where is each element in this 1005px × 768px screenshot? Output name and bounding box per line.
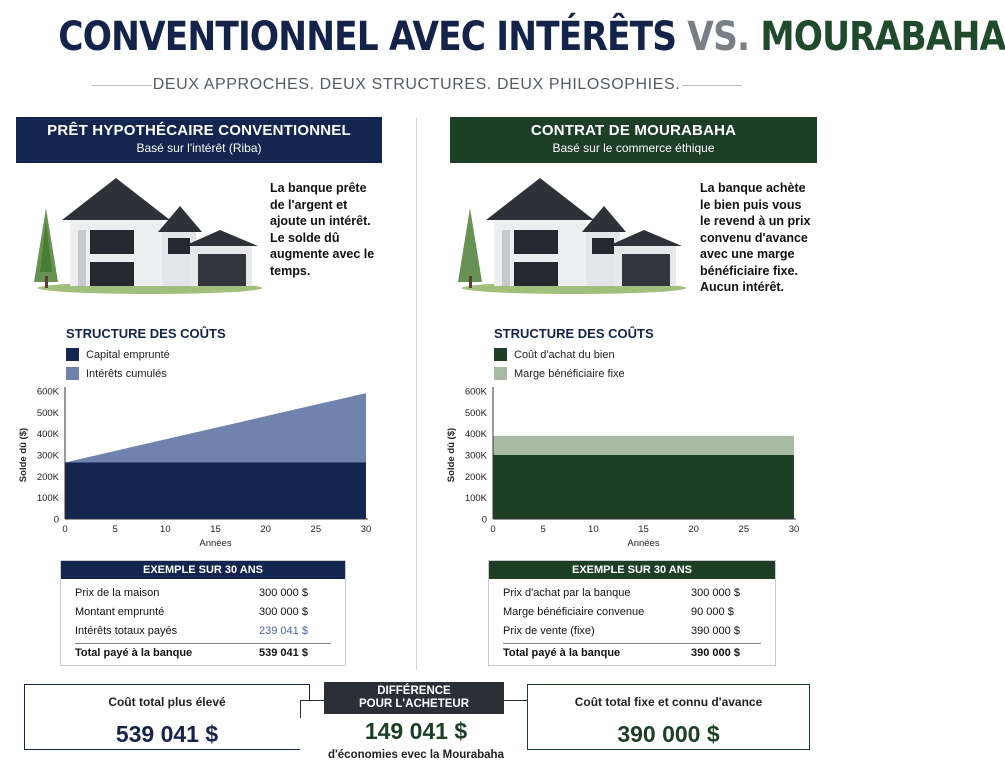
right-legend-item-1 <box>494 348 615 361</box>
area-series-1 <box>65 462 366 519</box>
x-tick-label: 30 <box>788 524 800 535</box>
area-series-2 <box>65 393 366 462</box>
y-tick-label: 600K <box>464 386 487 398</box>
left-description: La banque prête de l'argent et ajoute un intérêt. Le solde dû augmente avec le temps. <box>270 181 375 278</box>
table-row <box>61 603 345 622</box>
row-label: Intérêts totaux payés <box>75 625 178 637</box>
left-total-caption: Coût total plus élevé <box>108 695 226 709</box>
x-tick-label: 25 <box>310 524 322 535</box>
legend-label: Intérêts cumulés <box>86 367 167 380</box>
table-row <box>489 622 775 641</box>
total-value: 539 041 $ <box>259 647 308 659</box>
x-tick-label: 10 <box>160 524 171 535</box>
column-divider <box>416 118 417 670</box>
y-tick-label: 400K <box>464 429 487 441</box>
legend-swatch <box>494 367 507 380</box>
table-row <box>61 584 345 603</box>
difference-heading-line2: POUR L'ACHETEUR <box>358 698 470 710</box>
row-value: 300 000 $ <box>259 587 308 599</box>
row-label: Prix de vente (fixe) <box>503 625 595 637</box>
table-row <box>489 584 775 603</box>
legend-label: Marge bénéficiaire fixe <box>514 367 625 380</box>
table-total-row <box>61 644 345 663</box>
x-tick-label: 15 <box>210 524 221 535</box>
right-description: La banque achète le bien puis vous le revend à un prix convenu d'avance avec une marge bénéficiaire fixe. Aucun intérêt. <box>700 181 811 294</box>
right-cost-chart <box>442 382 812 552</box>
y-tick-label: 300K <box>36 450 59 462</box>
page-subtitle: DEUX APPROCHES. DEUX STRUCTURES. DEUX PHILOSOPHIES. <box>152 76 681 93</box>
x-tick-label: 30 <box>360 524 372 535</box>
x-tick-label: 25 <box>738 524 750 535</box>
legend-swatch <box>494 348 507 361</box>
y-tick-label: 200K <box>36 471 59 483</box>
y-axis-label: Solde dû ($) <box>18 427 29 483</box>
total-value: 390 000 $ <box>691 647 740 659</box>
x-tick-label: 10 <box>588 524 599 535</box>
y-tick-label: 100K <box>36 493 59 505</box>
y-tick-label: 400K <box>36 429 59 441</box>
row-label: Marge bénéficiaire convenue <box>503 606 645 618</box>
difference-amount: 149 041 $ <box>364 718 468 744</box>
house-icon <box>458 178 686 294</box>
x-tick-label: 0 <box>62 524 68 535</box>
difference-body <box>300 718 532 761</box>
table-row <box>489 603 775 622</box>
row-value: 300 000 $ <box>691 587 740 599</box>
row-value: 300 000 $ <box>259 606 308 618</box>
y-tick-label: 600K <box>36 386 59 398</box>
difference-panel <box>324 682 504 714</box>
house-icon <box>34 178 262 294</box>
difference-heading-line1: DIFFÉRENCE <box>377 685 451 697</box>
row-value: 90 000 $ <box>691 606 734 618</box>
x-tick-label: 20 <box>688 524 699 535</box>
y-tick-label: 200K <box>464 471 487 483</box>
area-series-2 <box>493 436 794 455</box>
x-tick-label: 5 <box>112 524 118 535</box>
title-conventional: CONVENTIONNEL AVEC INTÉRÊTS <box>58 14 677 60</box>
y-tick-label: 0 <box>53 514 59 526</box>
right-section-title: STRUCTURE DES COÛTS <box>494 326 654 341</box>
x-axis-label: Années <box>627 538 660 549</box>
title-mourabaha: MOURABAHA <box>760 14 1005 60</box>
y-tick-label: 300K <box>464 450 487 462</box>
right-legend-item-2 <box>494 367 625 380</box>
x-axis-label: Années <box>199 538 232 549</box>
row-value: 390 000 $ <box>691 625 740 637</box>
left-legend-item-2 <box>66 367 167 380</box>
y-axis-label: Solde dû ($) <box>446 427 457 483</box>
x-tick-label: 20 <box>260 524 271 535</box>
total-label: Total payé à la banque <box>75 647 193 659</box>
left-total-box <box>24 684 310 750</box>
y-tick-label: 100K <box>464 493 487 505</box>
y-tick-label: 0 <box>481 514 487 526</box>
area-series-1 <box>493 455 794 519</box>
table-total-row <box>489 644 775 663</box>
right-total-caption: Coût total fixe et connu d'avance <box>574 695 763 709</box>
left-panel-header <box>16 117 382 163</box>
legend-swatch <box>66 367 79 380</box>
right-total-box <box>527 684 810 750</box>
left-total-amount: 539 041 $ <box>115 721 219 747</box>
x-tick-label: 5 <box>540 524 546 535</box>
total-label: Total payé à la banque <box>503 647 621 659</box>
right-total-amount: 390 000 $ <box>617 721 720 747</box>
x-tick-label: 0 <box>490 524 496 535</box>
table-row <box>61 622 345 641</box>
right-example-header: EXEMPLE SUR 30 ANS <box>489 561 775 579</box>
right-subheading: Basé sur le commerce éthique <box>552 141 715 155</box>
page-title <box>58 14 1005 60</box>
legend-label: Capital emprunté <box>86 348 170 361</box>
left-house-illustration <box>30 172 258 294</box>
left-example-header: EXEMPLE SUR 30 ANS <box>61 561 345 579</box>
title-vs: VS. <box>687 14 750 60</box>
difference-heading <box>324 682 504 714</box>
row-label: Prix d'achat par la banque <box>503 587 631 599</box>
y-tick-label: 500K <box>464 407 487 419</box>
y-tick-label: 500K <box>36 407 59 419</box>
legend-swatch <box>66 348 79 361</box>
left-cost-chart <box>14 382 384 552</box>
row-value: 239 041 $ <box>259 625 308 637</box>
right-panel-header <box>450 117 817 163</box>
right-example-table <box>488 560 776 666</box>
row-label: Montant emprunté <box>75 606 165 618</box>
legend-label: Coût d'achat du bien <box>514 348 615 361</box>
left-section-title: STRUCTURE DES COÛTS <box>66 326 226 341</box>
left-subheading: Basé sur l'intérêt (Riba) <box>136 141 262 155</box>
difference-caption: d'économies evec la Mourabaha <box>328 749 504 761</box>
x-tick-label: 15 <box>638 524 649 535</box>
row-label: Prix de la maison <box>75 587 160 599</box>
left-legend-item-1 <box>66 348 170 361</box>
right-house-illustration <box>452 172 684 294</box>
left-heading: PRÊT HYPOTHÉCAIRE CONVENTIONNEL <box>47 122 351 139</box>
left-example-table <box>60 560 346 666</box>
right-heading: CONTRAT DE MOURABAHA <box>530 122 737 139</box>
